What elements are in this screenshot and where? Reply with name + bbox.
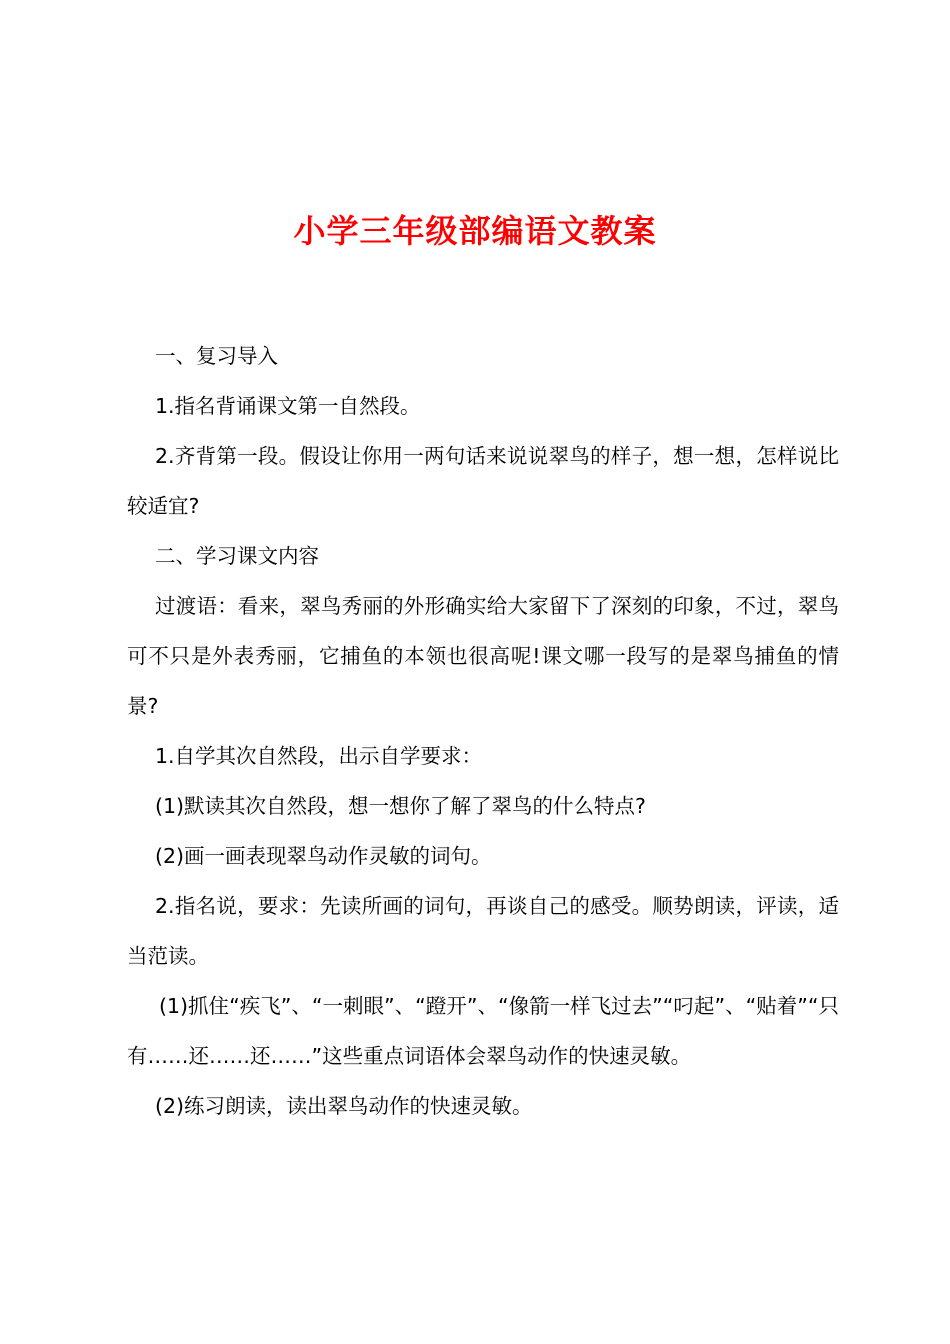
section-heading-study: 二、学习课文内容 (155, 544, 319, 568)
paragraph-self-study: 1.自学其次自然段，出示自学要求： (155, 744, 483, 768)
document-body (127, 331, 839, 1131)
paragraph-requirement-1: (1)默读其次自然段，想一想你了解了翠鸟的什么特点? (155, 794, 646, 818)
paragraph-step-2: 2.齐背第一段。假设让你用一两句话来说说翠鸟的样子，想一想，怎样说比较适宜? (127, 444, 839, 518)
paragraph-key-words: (1)抓住“疾飞”、“一刺眼”、“蹬开”、“像箭一样飞过去”“叼起”、“贴着”“只有……还……还……”这些重点词语体会翠鸟动作的快速灵敏。 (127, 994, 839, 1068)
section-heading-review: 一、复习导入 (155, 344, 278, 368)
document-title: 小学三年级部编语文教案 (293, 212, 657, 250)
paragraph-requirement-2: (2)画一画表现翠鸟动作灵敏的词句。 (155, 844, 492, 868)
paragraph-transition: 过渡语：看来，翠鸟秀丽的外形确实给大家留下了深刻的印象，不过，翠鸟可不只是外表秀丽，它捕鱼的本领也很高呢!课文哪一段写的是翠鸟捕鱼的情景? (127, 594, 839, 718)
paragraph-reading-practice: (2)练习朗读，读出翠鸟动作的快速灵敏。 (155, 1094, 533, 1118)
paragraph-discussion: 2.指名说，要求：先读所画的词句，再谈自己的感受。顺势朗读，评读，适当范读。 (127, 894, 839, 968)
paragraph-step-1: 1.指名背诵课文第一自然段。 (155, 394, 421, 418)
